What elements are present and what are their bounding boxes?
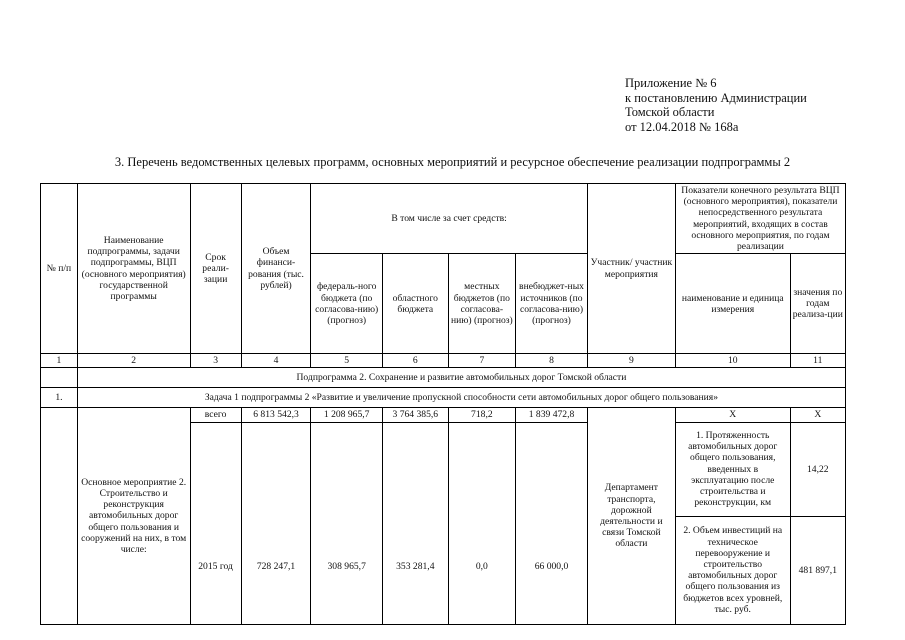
column-number: 9	[587, 354, 675, 368]
column-number: 6	[383, 354, 449, 368]
total-indicator-value: Х	[790, 408, 845, 422]
row-2015-regional: 353 281,4	[383, 422, 449, 624]
header-indicators: Показатели конечного результата ВЦП (основного мероприятия), показатели непосредственного результата мероприятий, входящих в состав основного мероприятия, по годам реализации	[675, 184, 845, 254]
column-number: 8	[516, 354, 588, 368]
header-indicator-name: наименование и единица измерения	[675, 254, 790, 354]
subprogram-row	[41, 368, 846, 388]
column-number: 3	[190, 354, 241, 368]
header-period: Срок реали-зации	[190, 184, 241, 354]
column-number: 11	[790, 354, 845, 368]
row-2015-federal: 308 965,7	[311, 422, 383, 624]
indicator-2-name: 2. Объем инвестиций на техническое перевооружение и строительство автомобильных дорог общего пользования из бюджетов всех уровней, тыс. руб.	[675, 516, 790, 624]
total-regional: 3 764 385,6	[383, 408, 449, 422]
header-volume: Объем финанси-рования (тыс. рублей)	[241, 184, 311, 354]
total-indicator-name: Х	[675, 408, 790, 422]
row-2015-period: 2015 год	[190, 422, 241, 624]
header-participant: Участник/ участник мероприятия	[587, 184, 675, 354]
header-federal: федераль-ного бюджета (по согласова-нию) (прогноз)	[311, 254, 383, 354]
document-heading: 3. Перечень ведомственных целевых программ, основных мероприятий и ресурсное обеспечение реализации подпрограммы 2	[114, 155, 791, 169]
appendix-line-2: к постановлению Администрации	[625, 90, 807, 105]
activity-participant: Департамент транспорта, дорожной деятельности и связи Томской области	[587, 408, 675, 624]
row-2015-extra: 66 000,0	[516, 422, 588, 624]
column-number: 10	[675, 354, 790, 368]
column-number: 2	[77, 354, 190, 368]
header-extra: внебюджет-ных источников (по согласова-нию) (прогноз)	[516, 254, 588, 354]
task-title: Задача 1 подпрограммы 2 «Развитие и увеличение пропускной способности сети автомобильных дорог общего пользования»	[77, 388, 845, 408]
total-volume: 6 813 542,3	[241, 408, 311, 422]
total-period: всего	[190, 408, 241, 422]
column-number: 5	[311, 354, 383, 368]
header-funding-group: В том числе за счет средств:	[311, 184, 588, 254]
total-federal: 1 208 965,7	[311, 408, 383, 422]
appendix-block	[625, 76, 807, 134]
indicator-1-value: 14,22	[790, 422, 845, 516]
column-number: 1	[41, 354, 78, 368]
column-number: 7	[448, 354, 516, 368]
appendix-line-1: Приложение № 6	[625, 76, 717, 90]
indicator-2-value: 481 897,1	[790, 516, 845, 624]
appendix-line-4: от 12.04.2018 № 168а	[625, 119, 739, 134]
row-2015-local: 0,0	[448, 422, 516, 624]
header-local: местных бюджетов (по согласова-нию) (прогноз)	[448, 254, 516, 354]
total-extra: 1 839 472,8	[516, 408, 588, 422]
header-name: Наименование подпрограммы, задачи подпрограммы, ВЦП (основного мероприятия) государственной программы	[77, 184, 190, 354]
indicator-1-name: 1. Протяженность автомобильных дорог общего пользования, введенных в эксплуатацию после строительства и реконструкции, км	[675, 422, 790, 516]
appendix-line-3: Томской области	[625, 105, 715, 119]
task-number: 1.	[41, 388, 78, 408]
total-local: 718,2	[448, 408, 516, 422]
task-row	[41, 388, 846, 408]
header-indicator-value: значения по годам реализа-ции	[790, 254, 845, 354]
subprogram-title: Подпрограмма 2. Сохранение и развитие автомобильных дорог Томской области	[77, 368, 845, 388]
activity-total-row	[41, 408, 846, 422]
header-regional: областного бюджета	[383, 254, 449, 354]
row-2015-volume: 728 247,1	[241, 422, 311, 624]
activity-name: Основное мероприятие 2. Строительство и реконструкция автомобильных дорог общего пользования и сооружений на них, в том числе:	[77, 408, 190, 624]
header-number: № п/п	[41, 184, 78, 354]
column-number-row	[41, 354, 846, 368]
column-number: 4	[241, 354, 311, 368]
program-table	[40, 183, 846, 625]
